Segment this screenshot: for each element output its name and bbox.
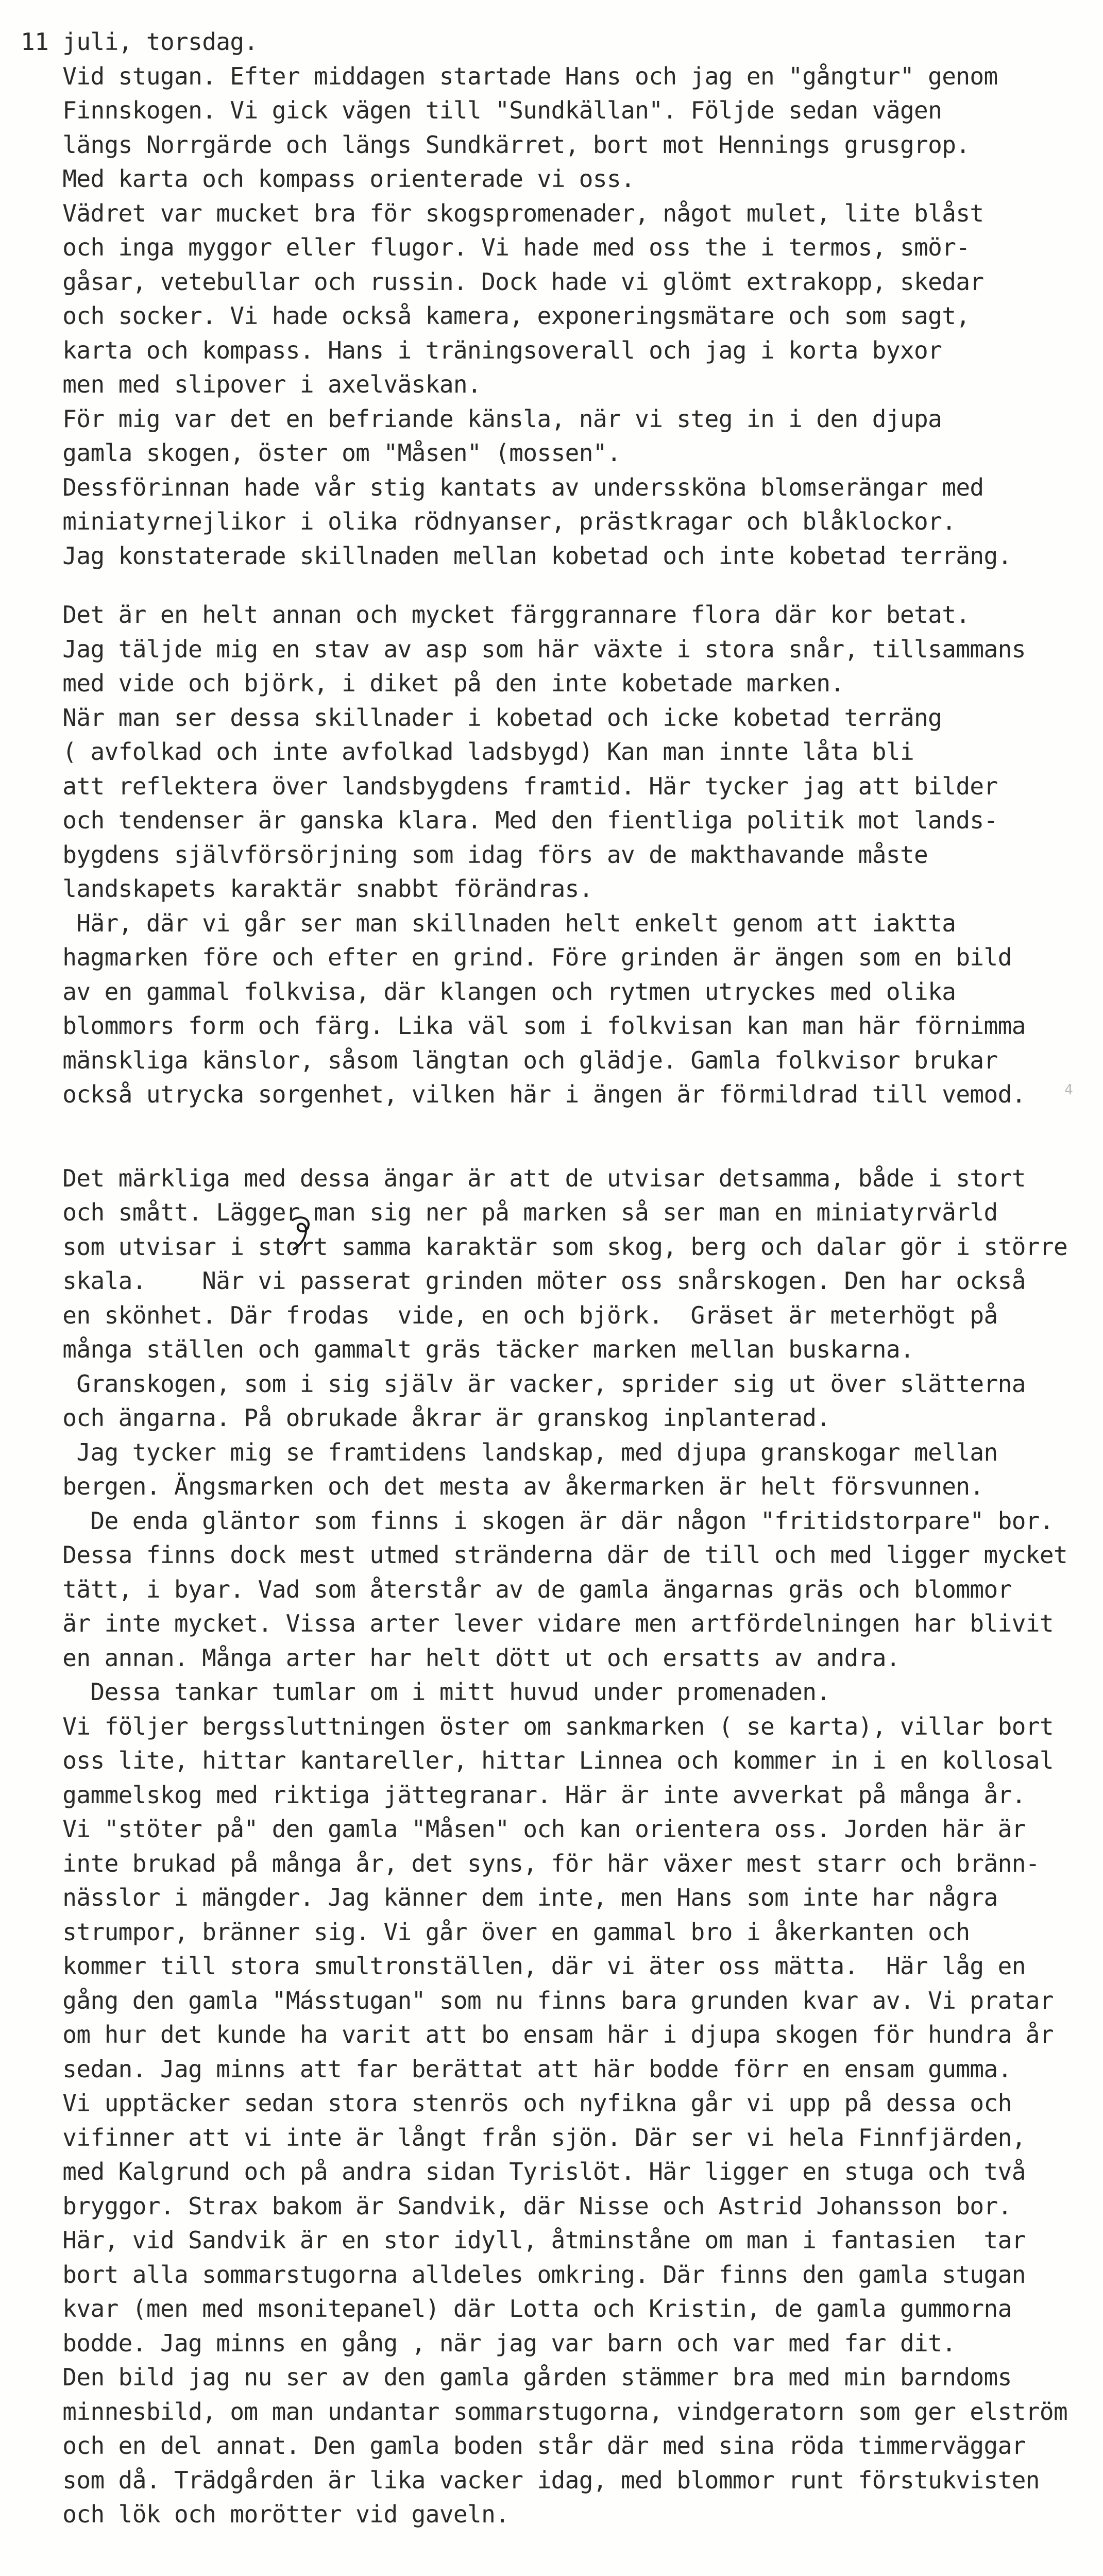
text-line: Finnskogen. Vi gick vägen till "Sundkällan". Följde sedan vägen <box>21 96 942 124</box>
text-line: bygdens självförsörjning som idag förs av de makthavande måste <box>21 840 928 869</box>
text-line: bodde. Jag minns en gång , när jag var barn och var med far dit. <box>21 2329 956 2357</box>
text-line: Här, där vi går ser man skillnaden helt enkelt genom att iaktta <box>21 909 956 937</box>
text-line: många ställen och gammalt gräs täcker marken mellan buskarna. <box>21 1335 914 1363</box>
text-line: inte brukad på många år, det syns, för här växer mest starr och bränn- <box>21 1849 1040 1877</box>
text-line: Vädret var mucket bra för skogspromenader, något mulet, lite blåst <box>21 199 984 227</box>
text-line: hagmarken före och efter en grind. Före grinden är ängen som en bild <box>21 943 1012 971</box>
text-line: också utrycka sorgenhet, vilken här i ängen är förmildrad till vemod. <box>21 1080 1026 1108</box>
text-line: Vi följer bergssluttningen öster om sankmarken ( se karta), villar bort <box>21 1712 1054 1740</box>
text-line: blommors form och färg. Lika väl som i folkvisan kan man här förnimma <box>21 1012 1026 1040</box>
text-line: som då. Trädgården är lika vacker idag, med blommor runt förstukvisten <box>21 2466 1040 2494</box>
text-line: miniatyrnejlikor i olika rödnyanser, prästkragar och blåklockor. <box>21 507 956 535</box>
text-line: vifinner att vi inte är långt från sjön. Där ser vi hela Finnfjärden, <box>21 2123 1026 2151</box>
text-line: längs Norrgärde och längs Sundkärret, bort mot Hennings grusgrop. <box>21 130 970 159</box>
text-line: och ängarna. På obrukade åkrar är granskog inplanterad. <box>21 1404 830 1432</box>
text-line: Den bild jag nu ser av den gamla gården stämmer bra med min barndoms <box>21 2363 1012 2391</box>
text-line: bergen. Ängsmarken och det mesta av åkermarken är helt försvunnen. <box>21 1472 984 1500</box>
text-line: mänskliga känslor, såsom längtan och glädje. Gamla folkvisor brukar <box>21 1046 998 1074</box>
text-line: Dessa finns dock mest utmed stränderna där de till och med ligger mycket <box>21 1541 1068 1569</box>
text-line: bryggor. Strax bakom är Sandvik, där Nisse och Astrid Johansson bor. <box>21 2192 1012 2220</box>
text-line: med Kalgrund och på andra sidan Tyrislöt. Här ligger en stuga och två <box>21 2158 1026 2185</box>
text-line: och en del annat. Den gamla boden står där med sina röda timmerväggar <box>21 2432 1026 2460</box>
text-line: Det märkliga med dessa ängar är att de utvisar detsamma, både i stort <box>21 1164 1026 1192</box>
text-line: om hur det kunde ha varit att bo ensam här i djupa skogen för hundra år <box>21 2021 1054 2048</box>
text-line: men med slipover i axelväskan. <box>21 370 482 398</box>
text-line: Vi upptäcker sedan stora stenrös och nyfikna går vi upp på dessa och <box>21 2089 1012 2117</box>
text-line: en skönhet. Där frodas vide, en och björk. Gräset är meterhögt på <box>21 1301 998 1329</box>
text-line: är inte mycket. Vissa arter lever vidare men artfördelningen har blivit <box>21 1609 1054 1637</box>
text-line: gång den gamla "Másstugan" som nu finns bara grunden kvar av. Vi pratar <box>21 1986 1054 2014</box>
text-line: gåsar, vetebullar och russin. Dock hade vi glömt extrakopp, skedar <box>21 267 984 296</box>
text-line: nässlor i mängder. Jag känner dem inte, men Hans som inte har några <box>21 1884 998 1911</box>
text-line: karta och kompass. Hans i träningsoverall och jag i korta byxor <box>21 336 942 364</box>
text-line: bort alla sommarstugorna alldeles omkring. Där finns den gamla stugan <box>21 2260 1026 2289</box>
paragraph-2 <box>21 598 1092 1112</box>
text-line: kommer till stora smultronställen, där vi äter oss mätta. Här låg en <box>21 1952 1026 1980</box>
text-line: Det är en helt annan och mycket färggrannare flora där kor betat. <box>21 601 970 629</box>
text-line: skala. När vi passerat grinden möter oss snårskogen. Den har också <box>21 1267 1026 1295</box>
text-line: Här, vid Sandvik är en stor idyll, åtminståne om man i fantasien tar <box>21 2226 1026 2254</box>
text-line: och inga myggor eller flugor. Vi hade med oss the i termos, smör- <box>21 233 970 261</box>
paragraph-gap <box>21 1112 1092 1161</box>
text-line: Vi "stöter på" den gamla "Måsen" och kan orientera oss. Jorden här är <box>21 1815 1026 1843</box>
text-line: När man ser dessa skillnader i kobetad och icke kobetad terräng <box>21 703 942 732</box>
text-line: minnesbild, om man undantar sommarstugorna, vindgeratorn som ger elström <box>21 2397 1068 2426</box>
text-line: 11 juli, torsdag. <box>21 28 258 56</box>
text-line: tätt, i byar. Vad som återstår av de gamla ängarnas gräs och blommor <box>21 1575 1012 1603</box>
text-line: gammelskog med riktiga jättegranar. Här är inte avverkat på många år. <box>21 1781 1026 1809</box>
text-line: För mig var det en befriande känsla, när vi steg in i den djupa <box>21 404 942 433</box>
text-line: och socker. Vi hade också kamera, exponeringsmätare och som sagt, <box>21 302 970 330</box>
text-line: landskapets karaktär snabbt förändras. <box>21 875 593 903</box>
text-line: en annan. Många arter har helt dött ut och ersatts av andra. <box>21 1643 900 1672</box>
text-line: Dessa tankar tumlar om i mitt huvud under promenaden. <box>21 1678 830 1706</box>
pen-scribble-icon <box>282 1213 324 1254</box>
text-line: och smått. Lägger man sig ner på marken så ser man en miniatyrvärld <box>21 1198 998 1226</box>
text-line: Dessförinnan hade vår stig kantats av underssköna blomserängar med <box>21 473 984 501</box>
text-line: Med karta och kompass orienterade vi oss. <box>21 165 635 193</box>
paragraph-gap <box>21 573 1092 598</box>
paragraph-3 <box>21 1161 1092 2532</box>
text-line: Jag tycker mig se framtidens landskap, med djupa granskogar mellan <box>21 1438 998 1466</box>
text-line: och tendenser är ganska klara. Med den fientliga politik mot lands- <box>21 806 998 834</box>
text-line: ( avfolkad och inte avfolkad ladsbygd) Kan man innte låta bli <box>21 738 914 766</box>
text-line: kvar (men med msonitepanel) där Lotta och Kristin, de gamla gummorna <box>21 2295 1012 2323</box>
text-line: Jag konstaterade skillnaden mellan kobetad och inte kobetad terräng. <box>21 541 1012 570</box>
text-line: att reflektera över landsbygdens framtid. Här tycker jag att bilder <box>21 772 998 800</box>
text-line: strumpor, bränner sig. Vi går över en gammal bro i åkerkanten och <box>21 1918 970 1946</box>
text-line: sedan. Jag minns att far berättat att här bodde förr en ensam gumma. <box>21 2055 1012 2083</box>
text-line: av en gammal folkvisa, där klangen och rytmen utryckes med olika <box>21 977 956 1006</box>
text-line: De enda gläntor som finns i skogen är där någon "fritidstorpare" bor. <box>21 1506 1054 1535</box>
margin-mark: 4 <box>1064 1081 1073 1098</box>
text-line: Granskogen, som i sig själv är vacker, sprider sig ut över slätterna <box>21 1369 1026 1398</box>
text-line: oss lite, hittar kantareller, hittar Linnea och kommer in i en kollosal <box>21 1747 1054 1774</box>
text-line: gamla skogen, öster om "Måsen" (mossen". <box>21 439 621 467</box>
text-line: med vide och björk, i diket på den inte kobetade marken. <box>21 669 844 697</box>
paragraph-1 <box>21 25 1092 573</box>
text-line: Jag täljde mig en stav av asp som här växte i stora snår, tillsammans <box>21 635 1026 663</box>
text-line: som utvisar i stort samma karaktär som skog, berg och dalar gör i större <box>21 1232 1068 1261</box>
text-line: Vid stugan. Efter middagen startade Hans och jag en "gångtur" genom <box>21 62 998 90</box>
diary-entry-text <box>21 25 1092 2532</box>
text-line: och lök och morötter vid gaveln. <box>21 2500 510 2528</box>
